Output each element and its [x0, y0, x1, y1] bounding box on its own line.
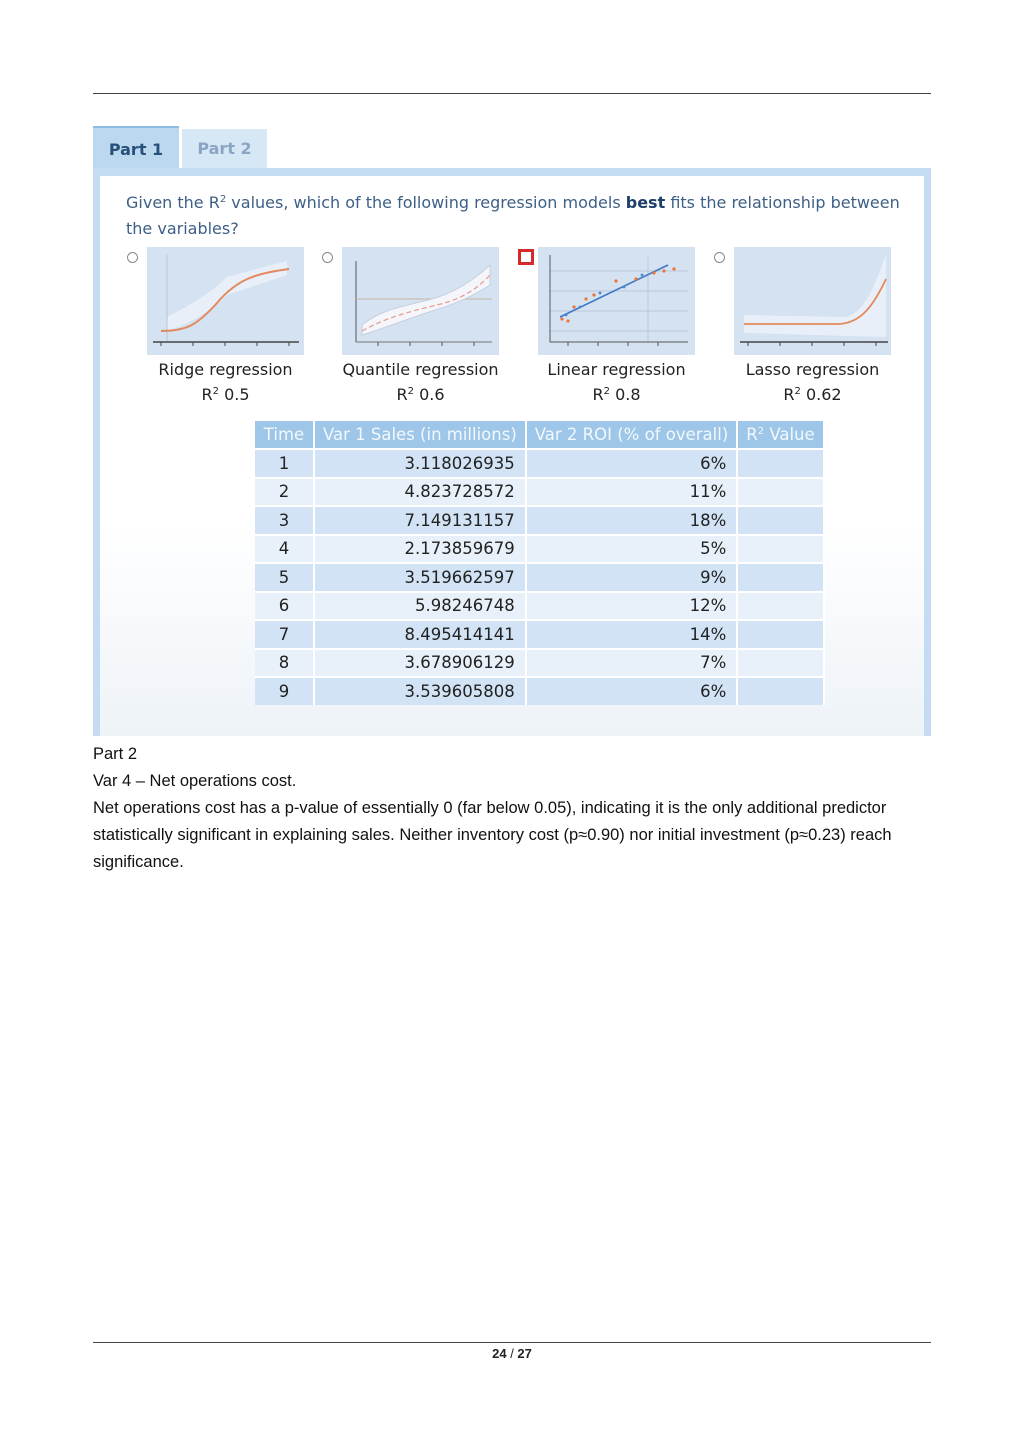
- option-r2: [342, 382, 499, 407]
- question-panel-body: [100, 176, 924, 736]
- r2-prefix: R: [783, 385, 795, 404]
- cell-r2-value: [737, 620, 823, 649]
- cell-var2-roi: 18%: [526, 506, 737, 535]
- r2-value: 0.62: [800, 385, 842, 404]
- question-sup: 2: [219, 194, 227, 205]
- cell-var2-roi: 9%: [526, 563, 737, 592]
- option-name: Quantile regression: [342, 360, 499, 379]
- tab-part-1[interactable]: Part 1: [93, 126, 179, 170]
- linear-regression-thumbnail: [538, 247, 695, 355]
- radio-button[interactable]: [322, 252, 333, 263]
- answer-line: Var 4 – Net operations cost.: [93, 772, 297, 790]
- cell-r2-value: [737, 649, 823, 678]
- table-row: [255, 535, 824, 564]
- r2-sup: 2: [212, 386, 219, 397]
- cell-var2-roi: 7%: [526, 649, 737, 678]
- r2-prefix: R: [396, 385, 408, 404]
- cell-time: 7: [255, 620, 314, 649]
- option-label: [538, 357, 695, 407]
- option-lasso-regression[interactable]: [714, 247, 910, 407]
- cell-var1-sales: 2.173859679: [314, 535, 526, 564]
- cell-r2-value: [737, 592, 823, 621]
- radio-button[interactable]: [714, 252, 725, 263]
- question-panel: [93, 168, 931, 736]
- cell-time: 8: [255, 649, 314, 678]
- r2-sup: 2: [603, 386, 610, 397]
- radio-button-selected[interactable]: [518, 249, 534, 265]
- cell-time: 6: [255, 592, 314, 621]
- header-var1-sales: Var 1 Sales (in millions): [314, 421, 526, 449]
- cell-time: 5: [255, 563, 314, 592]
- header-time: Time: [255, 421, 314, 449]
- table-row: [255, 506, 824, 535]
- question-part: fits the relationship between the variables?: [126, 193, 900, 238]
- option-linear-regression[interactable]: [518, 247, 714, 407]
- table-row: [255, 620, 824, 649]
- table-row: [255, 563, 824, 592]
- question-text: [126, 190, 906, 242]
- tab-part-2[interactable]: Part 2: [182, 129, 267, 168]
- option-quantile-regression[interactable]: [322, 247, 518, 407]
- option-r2: [734, 382, 891, 407]
- table-body: [255, 449, 824, 705]
- cell-var1-sales: 3.519662597: [314, 563, 526, 592]
- table-row: [255, 478, 824, 507]
- footer-rule: [93, 1342, 931, 1343]
- option-name: Lasso regression: [745, 360, 880, 379]
- option-r2: [147, 382, 304, 407]
- page-current: 24: [492, 1346, 507, 1361]
- cell-var1-sales: 3.118026935: [314, 449, 526, 478]
- option-label: [342, 357, 499, 407]
- cell-var1-sales: 8.495414141: [314, 620, 526, 649]
- cell-var1-sales: 3.539605808: [314, 677, 526, 705]
- cell-time: 1: [255, 449, 314, 478]
- header-r2-sup: 2: [757, 426, 765, 437]
- option-label: [147, 357, 304, 407]
- header-r2-suffix: Value: [764, 425, 815, 444]
- explanation-paragraph: Net operations cost has a p-value of essentially 0 (far below 0.05), indicating it is the only additional predictor statistically significant in explaining sales. Neither inventory cost (p≈0.90) nor initial investment (p≈0.23) reach significance.: [93, 799, 892, 871]
- option-label: [734, 357, 891, 407]
- table-row: [255, 649, 824, 678]
- cell-var1-sales: 7.149131157: [314, 506, 526, 535]
- cell-time: 9: [255, 677, 314, 705]
- cell-r2-value: [737, 478, 823, 507]
- quantile-regression-thumbnail: [342, 247, 499, 355]
- page-total: 27: [517, 1346, 532, 1361]
- table-row: [255, 449, 824, 478]
- header-rule: [93, 93, 931, 94]
- cell-r2-value: [737, 449, 823, 478]
- r2-value: 0.8: [609, 385, 641, 404]
- option-name: Ridge regression: [158, 360, 293, 379]
- question-part: Given the R: [126, 193, 220, 212]
- page-separator: /: [506, 1346, 518, 1361]
- cell-r2-value: [737, 677, 823, 705]
- option-name: Linear regression: [547, 360, 686, 379]
- header-var2-roi: Var 2 ROI (% of overall): [526, 421, 737, 449]
- cell-time: 2: [255, 478, 314, 507]
- ridge-regression-thumbnail: [147, 247, 304, 355]
- header-r2-prefix: R: [746, 425, 758, 444]
- r2-prefix: R: [201, 385, 213, 404]
- question-part: values, which of the following regression models: [226, 193, 626, 212]
- cell-var1-sales: 4.823728572: [314, 478, 526, 507]
- cell-var2-roi: 12%: [526, 592, 737, 621]
- page-number: [0, 1346, 1024, 1361]
- cell-r2-value: [737, 535, 823, 564]
- section-heading: Part 2: [93, 745, 138, 763]
- option-r2: [538, 382, 695, 407]
- table-header-row: [255, 421, 824, 449]
- table-row: [255, 592, 824, 621]
- embedded-screenshot: [93, 126, 931, 736]
- r2-prefix: R: [592, 385, 604, 404]
- cell-var1-sales: 3.678906129: [314, 649, 526, 678]
- cell-r2-value: [737, 506, 823, 535]
- radio-button[interactable]: [127, 252, 138, 263]
- data-table: [255, 421, 825, 705]
- lasso-regression-thumbnail: [734, 247, 891, 355]
- option-ridge-regression[interactable]: [127, 247, 323, 407]
- r2-sup: 2: [794, 386, 801, 397]
- cell-var2-roi: 11%: [526, 478, 737, 507]
- header-r2-value: [737, 421, 823, 449]
- cell-time: 3: [255, 506, 314, 535]
- r2-value: 0.5: [218, 385, 250, 404]
- cell-var2-roi: 14%: [526, 620, 737, 649]
- cell-var2-roi: 6%: [526, 677, 737, 705]
- question-emphasis: best: [625, 193, 666, 212]
- r2-value: 0.6: [413, 385, 445, 404]
- r2-sup: 2: [407, 386, 414, 397]
- cell-var1-sales: 5.98246748: [314, 592, 526, 621]
- table-row: [255, 677, 824, 705]
- cell-time: 4: [255, 535, 314, 564]
- cell-var2-roi: 5%: [526, 535, 737, 564]
- cell-var2-roi: 6%: [526, 449, 737, 478]
- cell-r2-value: [737, 563, 823, 592]
